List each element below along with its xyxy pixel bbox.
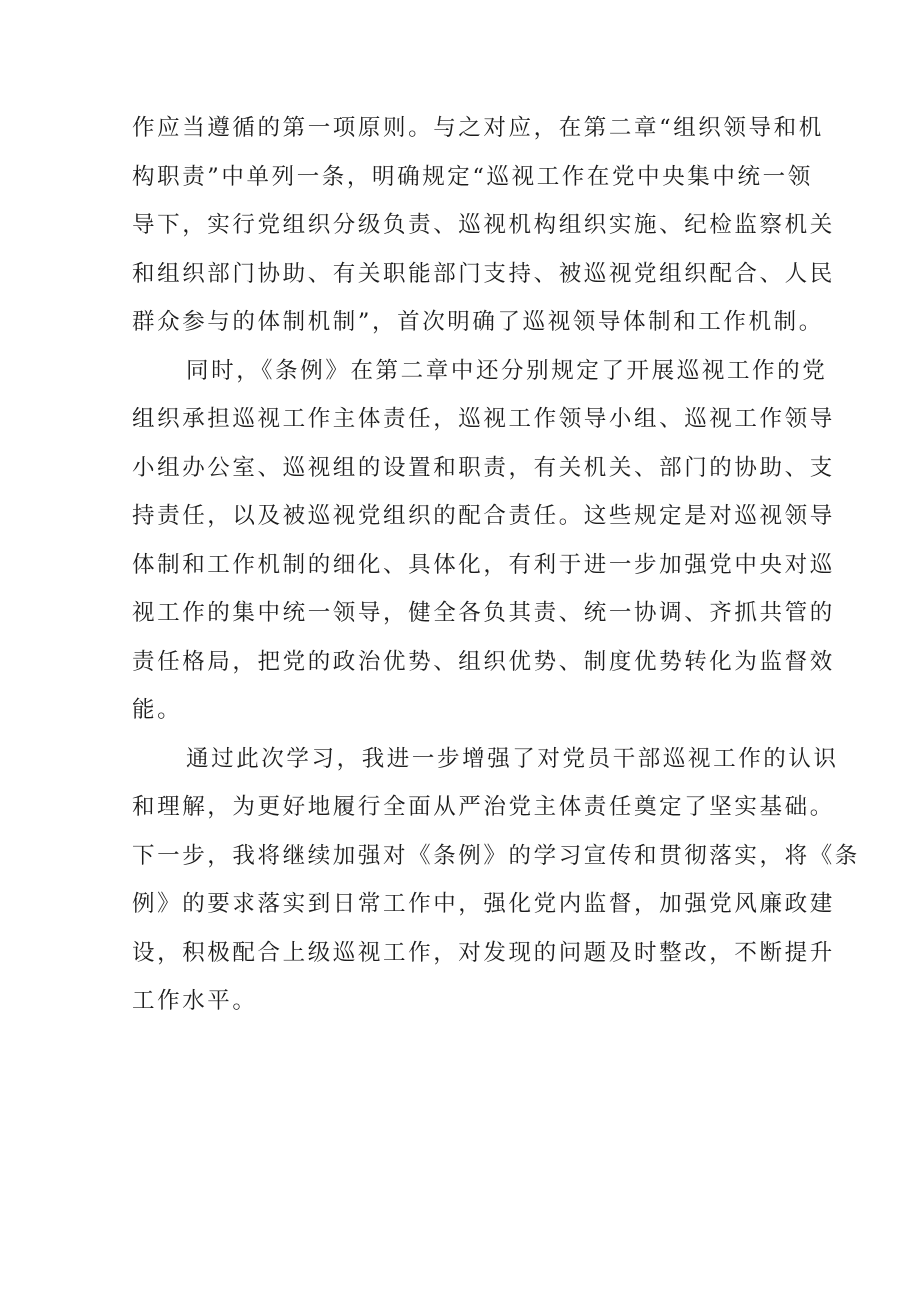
- text-line: 责任格局，把党的政治优势、组织优势、制度优势转化为监督效: [132, 648, 835, 675]
- paragraph-3: [132, 735, 860, 1026]
- text-line: 和组织部门协助、有关职能部门支持、被巡视党组织配合、人民: [132, 260, 835, 287]
- paragraph-2: [132, 347, 835, 735]
- text-line: 群众参与的体制机制”，首次明确了巡视领导体制和工作机制。: [132, 309, 824, 335]
- text-line: 设，积极配合上级巡视工作，对发现的问题及时整改，不断提升: [132, 939, 835, 966]
- text-line-indented: 同时，《条例》在第二章中还分别规定了开展巡视工作的党: [186, 357, 828, 384]
- text-line: 工作水平。: [132, 988, 258, 1014]
- text-line: 和理解，为更好地履行全面从严治党主体责任奠定了坚实基础。: [132, 794, 835, 820]
- text-line: 导下，实行党组织分级负责、巡视机构组织实施、纪检监察机关: [132, 212, 835, 238]
- paragraph-1: [132, 104, 835, 347]
- text-line-indented: 通过此次学习，我进一步增强了对党员干部巡视工作的认识: [186, 745, 839, 772]
- text-line: 例》的要求落实到日常工作中，强化党内监督，加强党风廉政建: [132, 891, 835, 917]
- text-line: 组织承担巡视工作主体责任，巡视工作领导小组、巡视工作领导: [132, 406, 835, 432]
- text-line: 构职责”中单列一条，明确规定“巡视工作在党中央集中统一领: [132, 163, 813, 190]
- text-line: 持责任，以及被巡视党组织的配合责任。这些规定是对巡视领导: [132, 503, 835, 529]
- document-body: [132, 104, 860, 1026]
- text-line: 小组办公室、巡视组的设置和职责，有关机关、部门的协助、支: [132, 454, 835, 481]
- text-line: 能。: [132, 697, 183, 723]
- text-line: 下一步，我将继续加强对《条例》的学习宣传和贯彻落实，将《条: [132, 842, 860, 869]
- text-line: 视工作的集中统一领导，健全各负其责、统一协调、齐抓共管的: [132, 600, 835, 626]
- text-line: 体制和工作机制的细化、具体化，有利于进一步加强党中央对巡: [132, 551, 835, 578]
- text-line: 作应当遵循的第一项原则。与之对应，在第二章“组织领导和机: [132, 115, 824, 141]
